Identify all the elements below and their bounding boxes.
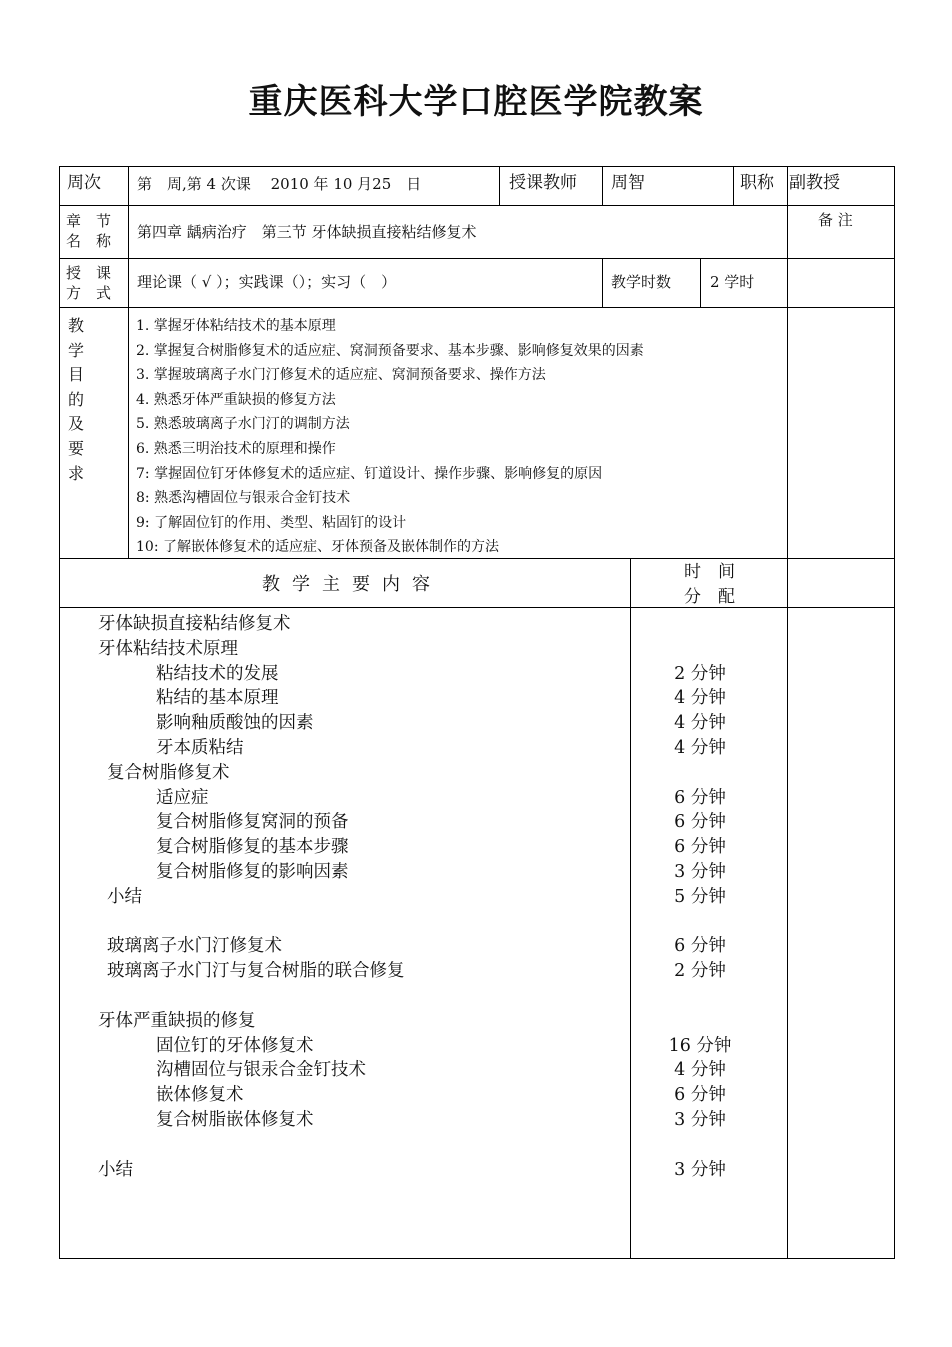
- grid-line: [59, 1258, 895, 1259]
- content-row: [0, 1158, 952, 1183]
- content-time: 6 分钟: [674, 787, 726, 808]
- content-row: [0, 934, 952, 959]
- content-topic: 牙本质粘结: [156, 737, 244, 758]
- content-row: [0, 1083, 952, 1108]
- content-row: [0, 1058, 952, 1083]
- objective-item: 6. 熟悉三明治技术的原理和操作: [136, 440, 336, 457]
- content-topic: 影响釉质酸蚀的因素: [156, 713, 314, 734]
- content-row: [0, 637, 952, 662]
- page-title: 重庆医科大学口腔医学院教案: [248, 82, 704, 122]
- content-time: 6 分钟: [674, 837, 726, 858]
- grid-line: [700, 258, 701, 308]
- objective-item: 10: 了解嵌体修复术的适应症、牙体预备及嵌体制作的方法: [136, 539, 499, 556]
- grid-line: [499, 166, 500, 206]
- content-row: [0, 835, 952, 860]
- grid-line: [59, 166, 895, 167]
- hours-value: 2 学时: [710, 273, 755, 291]
- content-row: [0, 885, 952, 910]
- content-time: 4 分钟: [674, 713, 726, 734]
- content-topic: 复合树脂修复的基本步骤: [156, 837, 349, 858]
- content-row: [0, 736, 952, 761]
- teacher-label: 授课教师: [509, 173, 577, 193]
- content-row: [0, 1108, 952, 1133]
- content-time: 3 分钟: [674, 861, 726, 882]
- content-topic: 沟槽固位与银汞合金钉技术: [156, 1060, 366, 1081]
- objective-item: 4. 熟悉牙体严重缺损的修复方法: [136, 391, 336, 408]
- content-row: [0, 711, 952, 736]
- content-topic: 粘结技术的发展: [156, 663, 279, 684]
- content-topic: 复合树脂修复的影响因素: [156, 861, 349, 882]
- content-topic: 复合树脂嵌体修复术: [156, 1109, 314, 1130]
- mode-value: 理论课（ √ ）；实践课（）；实习（ ）: [137, 273, 397, 291]
- content-topic: 牙体粘结技术原理: [98, 638, 238, 659]
- notes-label: 备 注: [818, 211, 853, 229]
- objective-item: 7: 掌握固位钉牙体修复术的适应症、钉道设计、操作步骤、影响修复的原因: [136, 465, 603, 482]
- content-header-main: 教学主要内容: [262, 574, 442, 595]
- mode-label: 授 课 方 式: [66, 264, 112, 302]
- content-time: 2 分钟: [674, 663, 726, 684]
- content-row: [0, 1034, 952, 1059]
- content-topic: 固位钉的牙体修复术: [156, 1035, 314, 1056]
- objective-item: 8: 熟悉沟槽固位与银汞合金钉技术: [136, 490, 351, 507]
- content-row: [0, 910, 952, 935]
- session-info: 第 周,第 4 次课 2010 年 10 月25 日: [137, 175, 422, 193]
- content-time: 6 分钟: [674, 1085, 726, 1106]
- rank-label: 职称: [740, 173, 774, 193]
- objective-item: 3. 掌握玻璃离子水门汀修复术的适应症、窝洞预备要求、操作方法: [136, 367, 546, 384]
- content-time: 3 分钟: [674, 1159, 726, 1180]
- objective-item: 2. 掌握复合树脂修复术的适应症、窝洞预备要求、基本步骤、影响修复效果的因素: [136, 342, 644, 359]
- content-topic: 小结: [107, 886, 142, 907]
- content-time: 4 分钟: [674, 1060, 726, 1081]
- content-time: 2 分钟: [674, 961, 726, 982]
- grid-line: [602, 166, 603, 206]
- grid-line: [59, 258, 895, 259]
- content-topic: 嵌体修复术: [156, 1085, 244, 1106]
- content-row: [0, 860, 952, 885]
- content-topic: 粘结的基本原理: [156, 688, 279, 709]
- content-row: [0, 810, 952, 835]
- objectives-label: 教学目的及要求: [68, 316, 85, 483]
- content-list: [0, 612, 952, 1182]
- grid-line: [59, 307, 895, 308]
- week-label: 周次: [67, 173, 101, 193]
- content-time: 3 分钟: [674, 1109, 726, 1130]
- chapter-value: 第四章 龋病治疗 第三节 牙体缺损直接粘结修复术: [137, 223, 477, 241]
- grid-line: [59, 607, 895, 608]
- rank-value: 副教授: [789, 173, 840, 193]
- teacher-name: 周智: [611, 173, 645, 193]
- content-row: [0, 761, 952, 786]
- time-header-line2: 分 配: [684, 587, 735, 607]
- content-topic: 复合树脂修复窝洞的预备: [156, 812, 349, 833]
- content-topic: 玻璃离子水门汀与复合树脂的联合修复: [107, 961, 405, 982]
- content-topic: 小结: [98, 1159, 133, 1180]
- content-topic: 牙体缺损直接粘结修复术: [98, 614, 291, 634]
- content-row: [0, 959, 952, 984]
- grid-line: [602, 258, 603, 308]
- content-topic: 复合树脂修复术: [107, 762, 230, 783]
- time-header-line1: 时 间: [684, 562, 735, 582]
- grid-line: [128, 166, 129, 559]
- content-time: 16 分钟: [668, 1035, 732, 1056]
- grid-line: [59, 205, 895, 206]
- content-topic: 适应症: [156, 787, 209, 808]
- content-time: 5 分钟: [674, 886, 726, 907]
- chapter-label: 章 节 名 称: [66, 212, 112, 250]
- content-row: [0, 686, 952, 711]
- objective-item: 9: 了解固位钉的作用、类型、粘固钉的设计: [136, 514, 407, 531]
- hours-label: 教学时数: [611, 273, 672, 291]
- objective-item: 1. 掌握牙体粘结技术的基本原理: [136, 318, 336, 334]
- content-topic: 玻璃离子水门汀修复术: [107, 936, 282, 957]
- content-row: [0, 1133, 952, 1158]
- objectives-list: [136, 314, 644, 560]
- objective-item: 5. 熟悉玻璃离子水门汀的调制方法: [136, 416, 350, 433]
- content-time: 6 分钟: [674, 812, 726, 833]
- content-time: 4 分钟: [674, 737, 726, 758]
- content-row: [0, 786, 952, 811]
- content-topic: 牙体严重缺损的修复: [98, 1010, 256, 1031]
- content-row: [0, 984, 952, 1009]
- content-row: [0, 662, 952, 687]
- content-row: [0, 1009, 952, 1034]
- grid-line: [733, 166, 734, 206]
- content-time: 6 分钟: [674, 936, 726, 957]
- content-row: [0, 612, 952, 637]
- content-time: 4 分钟: [674, 688, 726, 709]
